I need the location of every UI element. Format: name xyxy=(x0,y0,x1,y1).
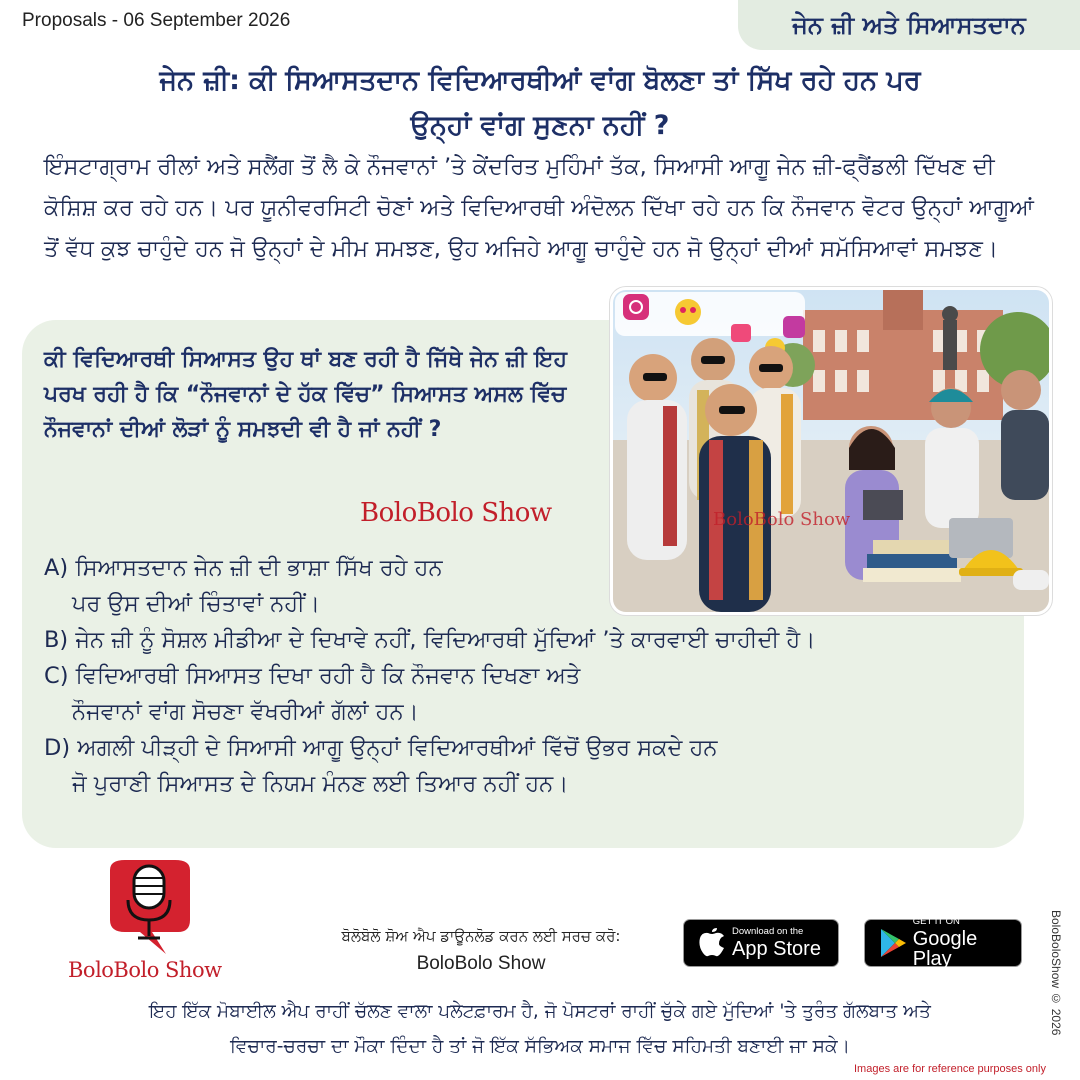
google-play-button[interactable] xyxy=(864,915,1022,971)
brand-watermark: BoloBolo Show xyxy=(360,498,552,528)
microphone-icon xyxy=(70,860,230,960)
copyright-vertical: BoloBoloShow © 2026 xyxy=(1049,910,1063,1036)
option-d[interactable]: D) ਅਗਲੀ ਪੀੜ੍ਹੀ ਦੇ ਸਿਆਸੀ ਆਗੂ ਉਨ੍ਹਾਂ ਵਿਦਿਆਰਥੀਆਂ ਵਿੱਚੋਂ ਉਭਰ ਸਕਦੇ ਹਨ ਜੋ ਪੁਰਾਣੀ ਸਿਆਸਤ ਦੇ ਨਿਯਮ ਮੰਨਣ ਲਈ ਤਿਆਰ ਨਹੀਂ ਹਨ। xyxy=(44,735,718,797)
headline xyxy=(60,58,1020,148)
apple-icon xyxy=(692,928,732,958)
image-disclaimer: Images are for reference purposes only xyxy=(854,1063,1046,1075)
app-store-small: Download on the xyxy=(732,925,804,937)
search-prompt: ਬੋਲੋਬੋਲੋ ਸ਼ੋਅ ਐਪ ਡਾਊਨਲੋਡ ਕਰਨ ਲਈ ਸਰਚ ਕਰੋ: xyxy=(341,927,621,945)
footer-line-1: ਇਹ ਇੱਕ ਮੋਬਾਈਲ ਐਪ ਰਾਹੀਂ ਚੱਲਣ ਵਾਲਾ ਪਲੇਟਫ਼ਾਰਮ ਹੈ, ਜੋ ਪੋਸਟਰਾਂ ਰਾਹੀਂ ਚੁੱਕੇ ਗਏ ਮੁੱਦਿਆਂ 'ਤੇ ਤੁਰੰਤ ਗੱਲਬਾਤ ਅਤੇ xyxy=(149,1001,931,1022)
logo-text: BoloBolo Show xyxy=(68,958,222,982)
footer-description xyxy=(40,994,1040,1064)
topic-tag: ਜੇਨ ਜ਼ੀ ਅਤੇ ਸਿਆਸਤਦਾਨ xyxy=(738,0,1080,50)
option-c[interactable]: C) ਵਿਦਿਆਰਥੀ ਸਿਆਸਤ ਦਿਖਾ ਰਹੀ ਹੈ ਕਿ ਨੌਜਵਾਨ ਦਿਖਣਾ ਅਤੇ ਨੌਜਵਾਨਾਂ ਵਾਂਗ ਸੋਚਣਾ ਵੱਖਰੀਆਂ ਗੱਲਾਂ ਹਨ। xyxy=(44,663,581,725)
question-text: ਕੀ ਵਿਦਿਆਰਥੀ ਸਿਆਸਤ ਉਹ ਥਾਂ ਬਣ ਰਹੀ ਹੈ ਜਿੱਥੇ ਜੇਨ ਜ਼ੀ ਇਹ ਪਰਖ ਰਹੀ ਹੈ ਕਿ “ਨੌਜਵਾਨਾਂ ਦੇ ਹੱਕ ਵਿੱਚ” ਸਿਆਸਤ ਅਸਲ ਵਿੱਚ ਨੌਜਵਾਨਾਂ ਦੀਆਂ ਲੋੜਾਂ ਨੂੰ ਸਮਝਦੀ ਵੀ ਹੈ ਜਾਂ ਨਹੀਂ ? xyxy=(44,347,567,442)
footer-line-2: ਵਿਚਾਰ-ਚਰਚਾ ਦਾ ਮੌਕਾ ਦਿੰਦਾ ਹੈ ਤਾਂ ਜੋ ਇੱਕ ਸੱਭਿਅਕ ਸਮਾਜ ਵਿੱਚ ਸਹਿਮਤੀ ਬਣਾਈ ਜਾ ਸਕੇ। xyxy=(229,1036,851,1057)
app-store-button[interactable] xyxy=(683,919,839,967)
answer-options xyxy=(44,550,1024,802)
image-watermark: BoloBolo Show xyxy=(713,509,851,530)
headline-line-2: ਉਨ੍ਹਾਂ ਵਾਂਗ ਸੁਣਨਾ ਨਹੀਂ ? xyxy=(410,110,670,141)
google-play-small: GET IT ON xyxy=(912,915,960,927)
post-date: Proposals - 06 September 2026 xyxy=(22,10,291,31)
google-play-big: Google Play xyxy=(912,928,978,971)
intro-paragraph: ਇੰਸਟਾਗ੍ਰਾਮ ਰੀਲਾਂ ਅਤੇ ਸਲੈਂਗ ਤੋਂ ਲੈ ਕੇ ਨੌਜਵਾਨਾਂ ’ਤੇ ਕੇਂਦਰਿਤ ਮੁਹਿੰਮਾਂ ਤੱਕ, ਸਿਆਸੀ ਆਗੂ ਜੇਨ ਜ਼ੀ-ਫ੍ਰੈਂਡਲੀ ਦਿੱਖਣ ਦੀ ਕੋਸ਼ਿਸ਼ ਕਰ ਰਹੇ ਹਨ। ਪਰ ਯੂਨੀਵਰਸਿਟੀ ਚੋਣਾਂ ਅਤੇ ਵਿਦਿਆਰਥੀ ਅੰਦੋਲਨ ਦਿੱਖਾ ਰਹੇ ਹਨ ਕਿ ਨੌਜਵਾਨ ਵੋਟਰ ਉਨ੍ਹਾਂ ਆਗੂਆਂ ਤੋਂ ਵੱਧ ਕੁਝ ਚਾਹੁੰਦੇ ਹਨ ਜੋ ਉਨ੍ਹਾਂ ਦੇ ਮੀਮ ਸਮਝਣ, ਉਹ ਅਜਿਹੇ ਆਗੂ ਚਾਹੁੰਦੇ ਹਨ ਜੋ ਉਨ੍ਹਾਂ ਦੀਆਂ ਸਮੱਸਿਆਵਾਂ ਸਮਝਣ। xyxy=(44,154,1034,262)
option-b[interactable]: B) ਜੇਨ ਜ਼ੀ ਨੂੰ ਸੋਸ਼ਲ ਮੀਡੀਆ ਦੇ ਦਿਖਾਵੇ ਨਹੀਂ, ਵਿਦਿਆਰਥੀ ਮੁੱਦਿਆਂ ’ਤੇ ਕਾਰਵਾਈ ਚਾਹੀਦੀ ਹੈ। xyxy=(44,627,816,653)
app-store-big: App Store xyxy=(732,938,821,961)
headline-line-1: ਜੇਨ ਜ਼ੀ: ਕੀ ਸਿਆਸਤਦਾਨ ਵਿਦਿਆਰਥੀਆਂ ਵਾਂਗ ਬੋਲਣਾ ਤਾਂ ਸਿੱਖ ਰਹੇ ਹਨ ਪਰ xyxy=(159,65,921,96)
search-app-name: BoloBolo Show xyxy=(416,953,546,974)
search-instruction xyxy=(300,922,662,978)
google-play-icon xyxy=(873,928,913,958)
option-a[interactable]: A) ਸਿਆਸਤਦਾਨ ਜੇਨ ਜ਼ੀ ਦੀ ਭਾਸ਼ਾ ਸਿੱਖ ਰਹੇ ਹਨ ਪਰ ਉਸ ਦੀਆਂ ਚਿੰਤਾਵਾਂ ਨਹੀਂ। xyxy=(44,555,443,617)
